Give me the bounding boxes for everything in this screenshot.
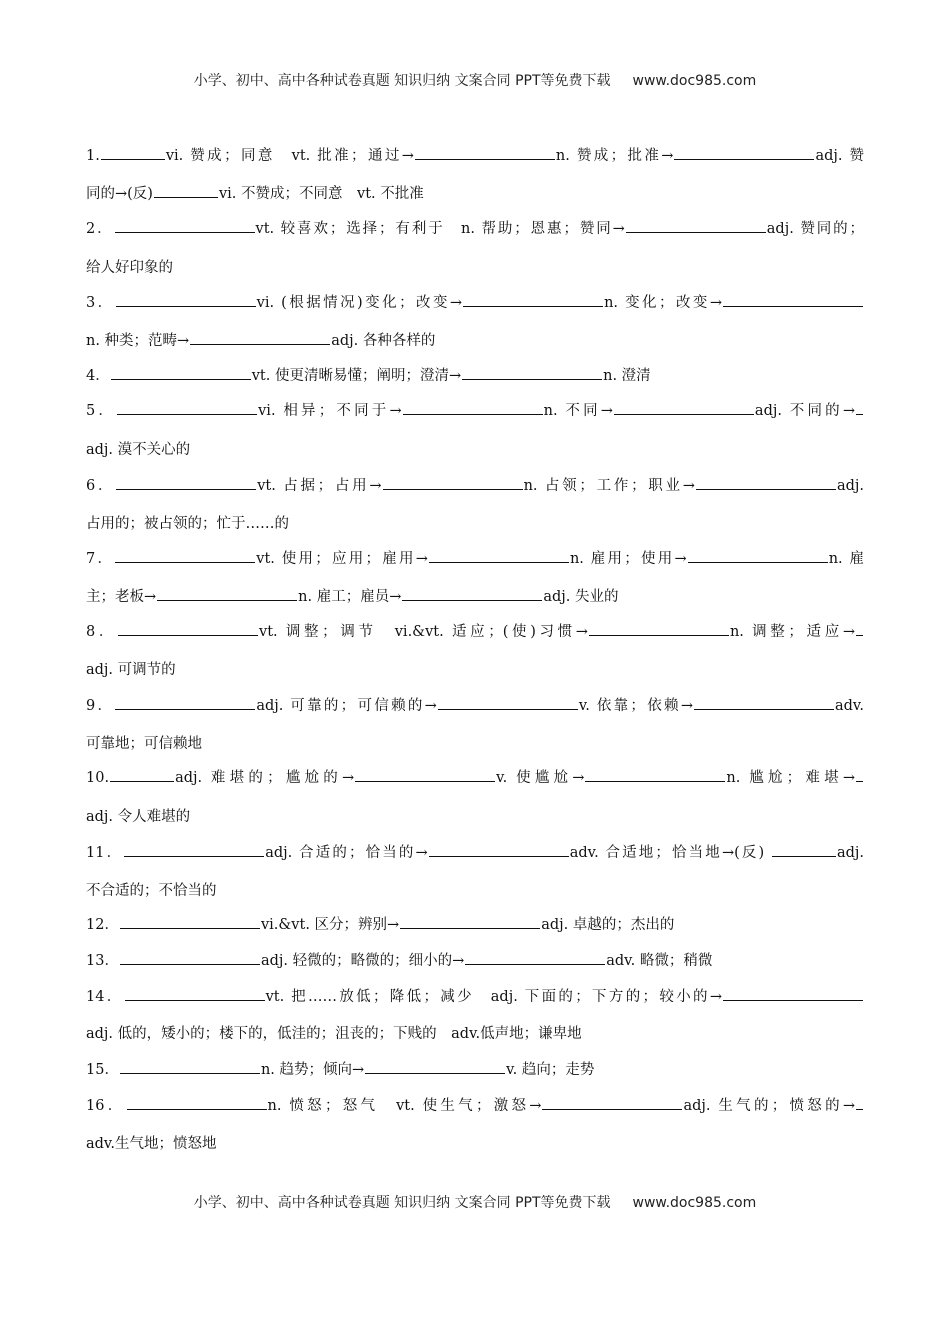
line-text: 12． bbox=[86, 917, 119, 933]
answer-blank[interactable] bbox=[723, 985, 863, 1001]
line-text: 主；老板→ bbox=[86, 589, 157, 605]
line-text: 不合适的；不恰当的 bbox=[86, 883, 217, 899]
item-6-line-2 bbox=[86, 512, 864, 536]
line-text: n. 雇工；雇员→ bbox=[298, 589, 402, 605]
line-text: adj. 失业的 bbox=[543, 589, 619, 605]
line-text: adj. 漠不关心的 bbox=[86, 442, 191, 458]
item-11-line-2 bbox=[86, 879, 864, 903]
item-15-line-1 bbox=[86, 1058, 864, 1082]
line-text: adj. 各种各样的 bbox=[331, 333, 436, 349]
header-site: www.doc985.com bbox=[632, 73, 757, 89]
line-text: v. 趋向；走势 bbox=[506, 1062, 595, 1078]
answer-blank[interactable] bbox=[626, 217, 766, 233]
answer-blank[interactable] bbox=[856, 1094, 863, 1110]
item-2-line-2 bbox=[86, 256, 864, 280]
answer-blank[interactable] bbox=[462, 364, 602, 380]
answer-blank[interactable] bbox=[157, 585, 297, 601]
answer-blank[interactable] bbox=[120, 913, 260, 929]
line-text: n. 变化；改变→ bbox=[604, 295, 722, 311]
line-text: n. 雇用；使用→ bbox=[569, 551, 687, 567]
line-text: adj. 赞同的； bbox=[766, 221, 864, 237]
line-text: vi. 不赞成；不同意 vt. 不批准 bbox=[218, 186, 424, 202]
header-text: 小学、初中、高中各种试卷真题 知识归纳 文案合同 PPT等免费下载 bbox=[193, 73, 611, 89]
answer-blank[interactable] bbox=[101, 144, 165, 160]
line-text: adj. 可靠的；可信赖的→ bbox=[256, 698, 437, 714]
item-11-line-1 bbox=[86, 841, 864, 865]
answer-blank[interactable] bbox=[120, 949, 260, 965]
line-text: adj. 卓越的；杰出的 bbox=[541, 917, 675, 933]
line-text: n. 赞成；批准→ bbox=[555, 148, 674, 164]
answer-blank[interactable] bbox=[400, 913, 540, 929]
item-10-line-1 bbox=[86, 766, 864, 790]
line-text: vi. 赞成；同意 vt. 批准；通过→ bbox=[165, 148, 414, 164]
line-text: adj. 赞 bbox=[815, 148, 864, 164]
line-text: 4． bbox=[86, 368, 110, 384]
answer-blank[interactable] bbox=[856, 399, 863, 415]
answer-blank[interactable] bbox=[415, 144, 555, 160]
item-10-line-2 bbox=[86, 805, 864, 829]
line-text: 10. bbox=[86, 770, 110, 786]
line-text: adj. 低的，矮小的；楼下的，低洼的；沮丧的；下贱的 adv.低声地；谦卑地 bbox=[86, 1026, 582, 1042]
item-13-line-1 bbox=[86, 949, 864, 973]
line-text: adj. bbox=[836, 478, 864, 494]
answer-blank[interactable] bbox=[614, 399, 754, 415]
item-14-line-2 bbox=[86, 1022, 864, 1046]
answer-blank[interactable] bbox=[115, 547, 255, 563]
answer-blank[interactable] bbox=[125, 985, 265, 1001]
line-text: v. 依靠；依赖→ bbox=[578, 698, 693, 714]
line-text: 占用的；被占领的；忙于……的 bbox=[86, 516, 289, 532]
line-text: 2． bbox=[86, 221, 114, 237]
item-1-line-2 bbox=[86, 182, 864, 206]
answer-blank[interactable] bbox=[116, 474, 256, 490]
line-text: n. 愤怒；怒气 vt. 使生气；激怒→ bbox=[267, 1098, 542, 1114]
answer-blank[interactable] bbox=[120, 1058, 260, 1074]
item-2-line-1 bbox=[86, 217, 864, 241]
line-text: v. 使尴尬→ bbox=[496, 770, 585, 786]
answer-blank[interactable] bbox=[116, 291, 256, 307]
answer-blank[interactable] bbox=[463, 291, 603, 307]
line-text: n. 种类；范畴→ bbox=[86, 333, 190, 349]
answer-blank[interactable] bbox=[688, 547, 828, 563]
line-text: adv. 略微；稍微 bbox=[606, 953, 713, 969]
answer-blank[interactable] bbox=[589, 620, 729, 636]
line-text: vt. 较喜欢；选择；有利于 n. 帮助；恩惠；赞同→ bbox=[255, 221, 625, 237]
item-7-line-1 bbox=[86, 547, 864, 571]
line-text: 给人好印象的 bbox=[86, 260, 173, 276]
answer-blank[interactable] bbox=[403, 399, 543, 415]
line-text: adj. 合适的；恰当的→ bbox=[265, 845, 428, 861]
line-text: vi. 相异；不同于→ bbox=[258, 403, 402, 419]
item-5-line-2 bbox=[86, 438, 864, 462]
answer-blank[interactable] bbox=[124, 841, 264, 857]
line-text: 同的→(反) bbox=[86, 186, 153, 202]
item-9-line-2 bbox=[86, 732, 864, 756]
line-text: adv. 合适地；恰当地→(反) bbox=[569, 845, 771, 861]
item-14-line-1 bbox=[86, 985, 864, 1009]
line-text: vt. 使用；应用；雇用→ bbox=[256, 551, 428, 567]
item-4-line-1 bbox=[86, 364, 864, 388]
answer-blank[interactable] bbox=[111, 364, 251, 380]
item-5-line-1 bbox=[86, 399, 864, 423]
line-text: adj. bbox=[836, 845, 864, 861]
item-1-line-1 bbox=[86, 144, 864, 168]
item-12-line-1 bbox=[86, 913, 864, 937]
answer-blank[interactable] bbox=[154, 182, 218, 198]
line-text: adj. 令人难堪的 bbox=[86, 809, 191, 825]
item-9-line-1 bbox=[86, 694, 864, 718]
line-text: vi. (根据情况)变化；改变→ bbox=[256, 295, 463, 311]
answer-blank[interactable] bbox=[117, 399, 257, 415]
answer-blank[interactable] bbox=[355, 766, 495, 782]
answer-blank[interactable] bbox=[585, 766, 725, 782]
line-text: adv.生气地；愤怒地 bbox=[86, 1136, 217, 1152]
line-text: 16． bbox=[86, 1098, 126, 1114]
line-text: adj. 轻微的；略微的；细小的→ bbox=[260, 953, 465, 969]
footer-site: www.doc985.com bbox=[632, 1195, 757, 1211]
line-text: 1. bbox=[86, 148, 100, 164]
answer-blank[interactable] bbox=[465, 949, 605, 965]
answer-blank[interactable] bbox=[383, 474, 523, 490]
line-text: 15． bbox=[86, 1062, 119, 1078]
item-3-line-2 bbox=[86, 329, 864, 353]
line-text: adj. 可调节的 bbox=[86, 662, 176, 678]
line-text: 6． bbox=[86, 478, 116, 494]
answer-blank[interactable] bbox=[429, 547, 569, 563]
footer-text: 小学、初中、高中各种试卷真题 知识归纳 文案合同 PPT等免费下载 bbox=[193, 1195, 611, 1211]
line-text: adj. 难堪的；尴尬的→ bbox=[175, 770, 355, 786]
answer-blank[interactable] bbox=[772, 841, 836, 857]
line-text: vt. 调整；调节 vi.&vt. 适应；(使)习惯→ bbox=[259, 624, 588, 640]
page-footer bbox=[0, 1192, 950, 1212]
answer-blank[interactable] bbox=[438, 694, 578, 710]
page-header bbox=[0, 70, 950, 90]
line-text: vi.&vt. 区分；辨别→ bbox=[260, 917, 400, 933]
line-text: 3． bbox=[86, 295, 115, 311]
line-text: n. 调整；适应→ bbox=[729, 624, 855, 640]
line-text: 可靠地；可信赖地 bbox=[86, 736, 202, 752]
line-text: 14． bbox=[86, 989, 124, 1005]
line-text: n. 雇 bbox=[828, 551, 864, 567]
item-8-line-2 bbox=[86, 658, 864, 682]
line-text: 9． bbox=[86, 698, 115, 714]
item-16-line-1 bbox=[86, 1094, 864, 1118]
answer-blank[interactable] bbox=[856, 620, 863, 636]
line-text: 8． bbox=[86, 624, 118, 640]
answer-blank[interactable] bbox=[856, 766, 863, 782]
line-text: vt. 占据；占用→ bbox=[257, 478, 382, 494]
answer-blank[interactable] bbox=[115, 217, 255, 233]
answer-blank[interactable] bbox=[542, 1094, 682, 1110]
answer-blank[interactable] bbox=[696, 474, 836, 490]
line-text: 5． bbox=[86, 403, 117, 419]
line-text: vt. 使更清晰易懂；阐明；澄清→ bbox=[251, 368, 462, 384]
line-text: adj. 不同的→ bbox=[754, 403, 855, 419]
line-text: vt. 把……放低；降低；减少 adj. 下面的；下方的；较小的→ bbox=[265, 989, 722, 1005]
answer-blank[interactable] bbox=[127, 1094, 267, 1110]
answer-blank[interactable] bbox=[429, 841, 569, 857]
line-text: adj. 生气的；愤怒的→ bbox=[683, 1098, 856, 1114]
line-text: adv. bbox=[834, 698, 864, 714]
answer-blank[interactable] bbox=[115, 694, 255, 710]
line-text: 7． bbox=[86, 551, 115, 567]
line-text: n. 尴尬；难堪→ bbox=[726, 770, 855, 786]
item-3-line-1 bbox=[86, 291, 864, 315]
item-6-line-1 bbox=[86, 474, 864, 498]
line-text: 11． bbox=[86, 845, 124, 861]
line-text: n. 占领；工作；职业→ bbox=[523, 478, 695, 494]
answer-blank[interactable] bbox=[674, 144, 814, 160]
answer-blank[interactable] bbox=[110, 766, 174, 782]
answer-blank[interactable] bbox=[723, 291, 863, 307]
answer-blank[interactable] bbox=[190, 329, 330, 345]
item-7-line-2 bbox=[86, 585, 864, 609]
line-text: n. 澄清 bbox=[603, 368, 651, 384]
answer-blank[interactable] bbox=[365, 1058, 505, 1074]
answer-blank[interactable] bbox=[694, 694, 834, 710]
answer-blank[interactable] bbox=[402, 585, 542, 601]
line-text: n. 不同→ bbox=[543, 403, 613, 419]
answer-blank[interactable] bbox=[118, 620, 258, 636]
line-text: n. 趋势；倾向→ bbox=[260, 1062, 365, 1078]
line-text: 13． bbox=[86, 953, 119, 969]
item-16-line-2 bbox=[86, 1132, 864, 1156]
item-8-line-1 bbox=[86, 620, 864, 644]
